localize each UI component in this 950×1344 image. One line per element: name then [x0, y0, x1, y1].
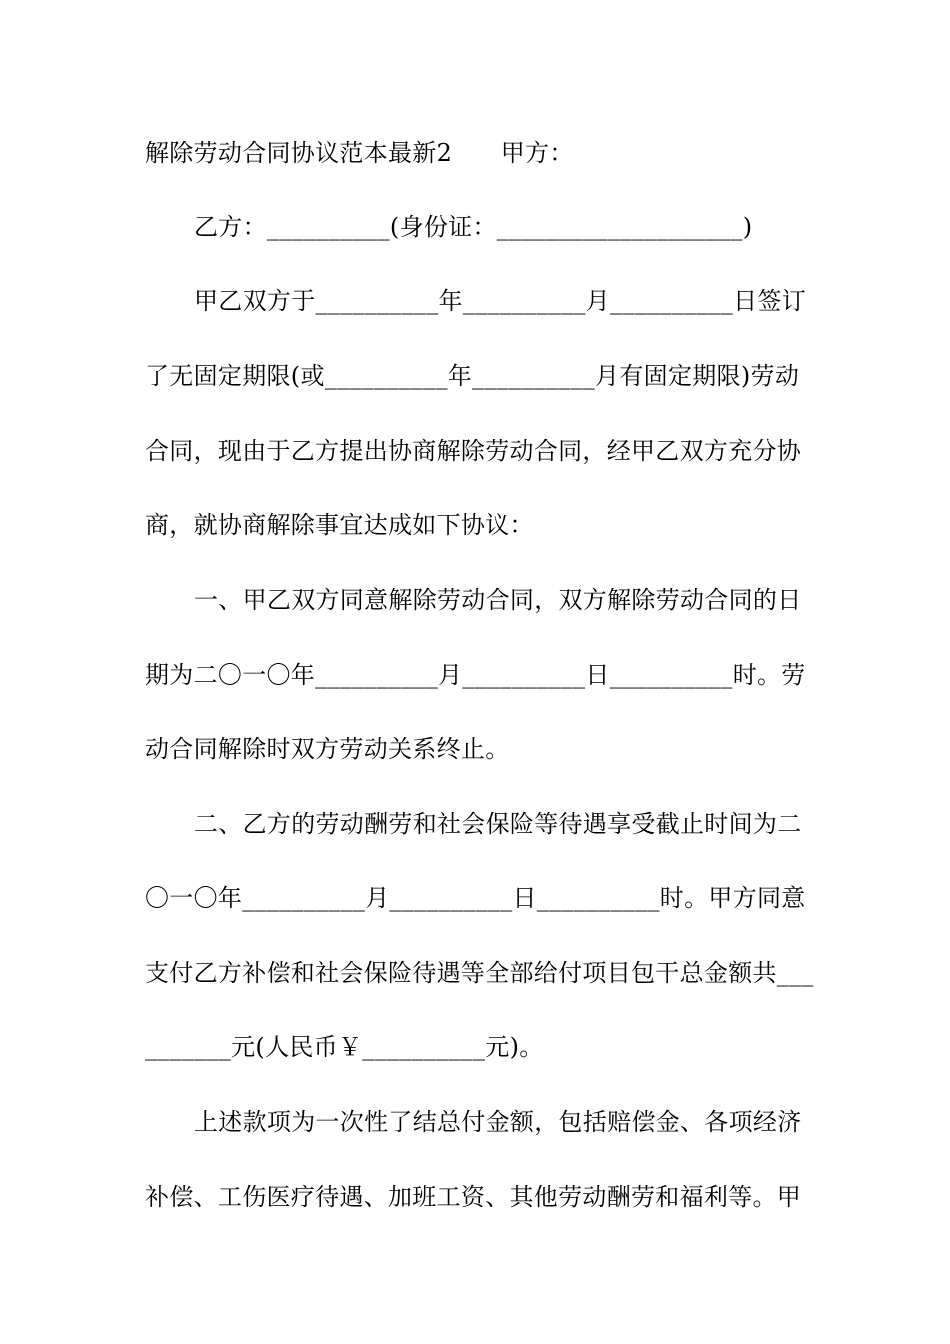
paragraph-line: _______元(人民币￥__________元)。 [145, 1033, 544, 1061]
party-b-line: 乙方：__________(身份证：____________________) [194, 213, 753, 241]
paragraph-line: 上述款项为一次性了结总付金额，包括赔偿金、各项经济 [194, 1108, 802, 1136]
paragraph-line: 一、甲乙双方同意解除劳动合同，双方解除劳动合同的日 [194, 586, 802, 614]
paragraph-line: 支付乙方补偿和社会保险待遇等全部给付项目包干总金额共___ [145, 959, 814, 987]
document-title-line: 解除劳动合同协议范本最新2 甲方： [145, 139, 574, 167]
paragraph-line: 合同，现由于乙方提出协商解除劳动合同，经甲乙双方充分协 [145, 437, 802, 465]
paragraph-line: 甲乙双方于__________年__________月__________日签订 [194, 287, 806, 315]
paragraph-line: 补偿、工伤医疗待遇、加班工资、其他劳动酬劳和福利等。甲 [145, 1183, 802, 1211]
paragraph-line: 动合同解除时双方劳动关系终止。 [145, 735, 510, 763]
paragraph-line: 期为二〇一〇年__________月__________日__________时。劳 [145, 661, 806, 689]
paragraph-line: 商，就协商解除事宜达成如下协议： [145, 511, 534, 539]
paragraph-line: 了无固定期限(或__________年__________月有固定期限)劳动 [145, 362, 800, 390]
paragraph-line: 〇一〇年__________月__________日__________时。甲方同意 [145, 884, 806, 912]
paragraph-line: 二、乙方的劳动酬劳和社会保险等待遇享受截止时间为二 [194, 810, 802, 838]
